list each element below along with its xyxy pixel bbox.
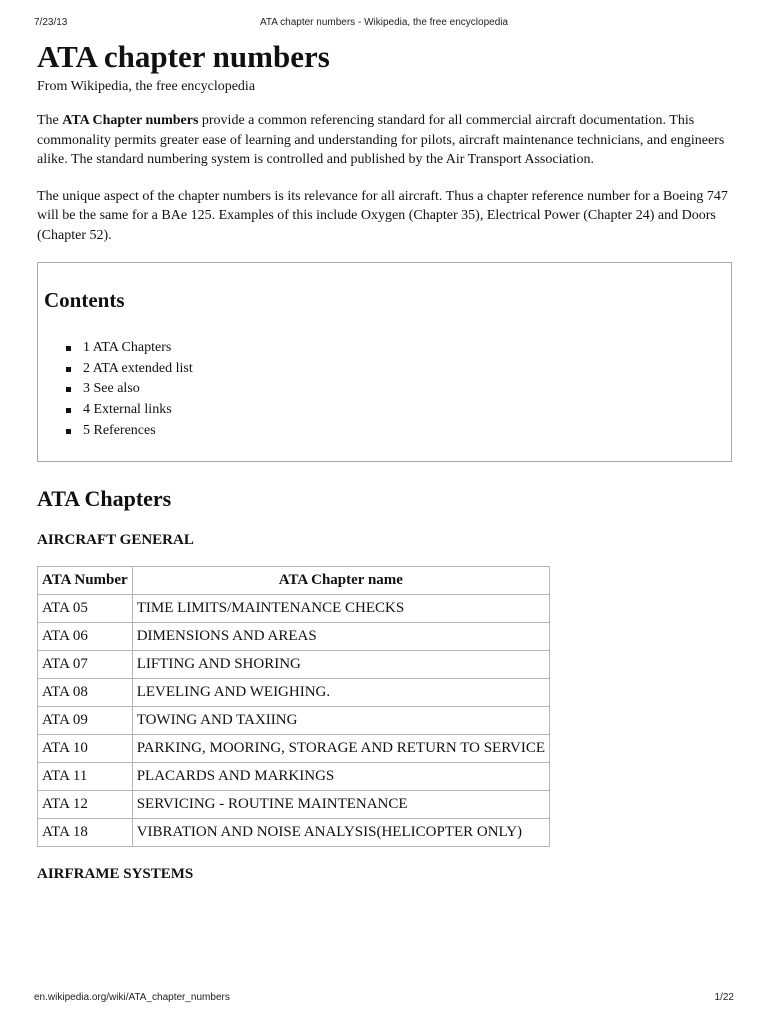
cell-chapter-name: VIBRATION AND NOISE ANALYSIS(HELICOPTER ONLY) — [132, 819, 549, 847]
print-date: 7/23/13 — [34, 17, 68, 28]
section-heading-ata-chapters: ATA Chapters — [37, 486, 172, 511]
cell-ata-number: ATA 08 — [38, 679, 133, 707]
table-row — [38, 651, 550, 679]
print-url: en.wikipedia.org/wiki/ATA_chapter_numbers — [34, 992, 230, 1003]
cell-chapter-name: DIMENSIONS AND AREAS — [132, 623, 549, 651]
table-header-row — [38, 567, 550, 595]
toc-item-ata-extended-list[interactable]: 2 ATA extended list — [66, 359, 193, 380]
cell-ata-number: ATA 09 — [38, 707, 133, 735]
subsection-heading-airframe-systems: AIRFRAME SYSTEMS — [37, 866, 194, 882]
cell-chapter-name: LIFTING AND SHORING — [132, 651, 549, 679]
table-row — [38, 735, 550, 763]
intro-term: ATA Chapter numbers — [62, 113, 199, 128]
cell-chapter-name: TOWING AND TAXIING — [132, 707, 549, 735]
table-row — [38, 791, 550, 819]
column-header-ata-number: ATA Number — [38, 567, 133, 595]
cell-chapter-name: LEVELING AND WEIGHING. — [132, 679, 549, 707]
cell-chapter-name: TIME LIMITS/MAINTENANCE CHECKS — [132, 595, 549, 623]
cell-ata-number: ATA 18 — [38, 819, 133, 847]
examples-paragraph: The unique aspect of the chapter numbers is its relevance for all aircraft. Thus a chapter reference number for a Boeing 747 will be the same for a BAe 125. Examples of this include Oxygen (Chapter 35), Electrical Power (Chapter 24) and Doors (Chapter 52). — [37, 188, 728, 243]
subsection-heading-aircraft-general: AIRCRAFT GENERAL — [37, 532, 194, 548]
cell-chapter-name: PLACARDS AND MARKINGS — [132, 763, 549, 791]
toc-list — [66, 338, 193, 442]
column-header-chapter-name: ATA Chapter name — [132, 567, 549, 595]
cell-chapter-name: PARKING, MOORING, STORAGE AND RETURN TO SERVICE — [132, 735, 549, 763]
table-row — [38, 819, 550, 847]
cell-ata-number: ATA 05 — [38, 595, 133, 623]
toc-item-see-also[interactable]: 3 See also — [66, 379, 193, 400]
cell-ata-number: ATA 11 — [38, 763, 133, 791]
print-document-title: ATA chapter numbers - Wikipedia, the free encyclopedia — [259, 17, 509, 28]
toc-title: Contents — [44, 288, 125, 312]
page-title: ATA chapter numbers — [37, 39, 330, 74]
page-number: 1/22 — [714, 992, 734, 1003]
table-row — [38, 623, 550, 651]
table-row — [38, 763, 550, 791]
cell-ata-number: ATA 12 — [38, 791, 133, 819]
print-header — [34, 17, 734, 31]
toc-item-references[interactable]: 5 References — [66, 421, 193, 442]
table-of-contents — [37, 262, 732, 462]
cell-ata-number: ATA 07 — [38, 651, 133, 679]
intro-text-post: provide a common referencing standard for all commercial aircraft documentation. This commonality permits greater ease of learning and understanding for pilots, aircraft maintenance technicians, and engineers alike. The standard numbering system is controlled and published by the Air Transport Association. — [37, 113, 725, 167]
site-subtitle: From Wikipedia, the free encyclopedia — [37, 79, 256, 94]
table-row — [38, 679, 550, 707]
print-footer — [34, 992, 734, 1006]
article-content — [37, 38, 734, 884]
intro-paragraph — [37, 111, 734, 170]
cell-ata-number: ATA 06 — [38, 623, 133, 651]
toc-item-external-links[interactable]: 4 External links — [66, 400, 193, 421]
intro-text-pre: The — [37, 113, 63, 128]
table-row — [38, 707, 550, 735]
toc-item-ata-chapters[interactable]: 1 ATA Chapters — [66, 338, 193, 359]
table-row — [38, 595, 550, 623]
ata-chapters-table — [37, 566, 550, 847]
cell-ata-number: ATA 10 — [38, 735, 133, 763]
cell-chapter-name: SERVICING - ROUTINE MAINTENANCE — [132, 791, 549, 819]
